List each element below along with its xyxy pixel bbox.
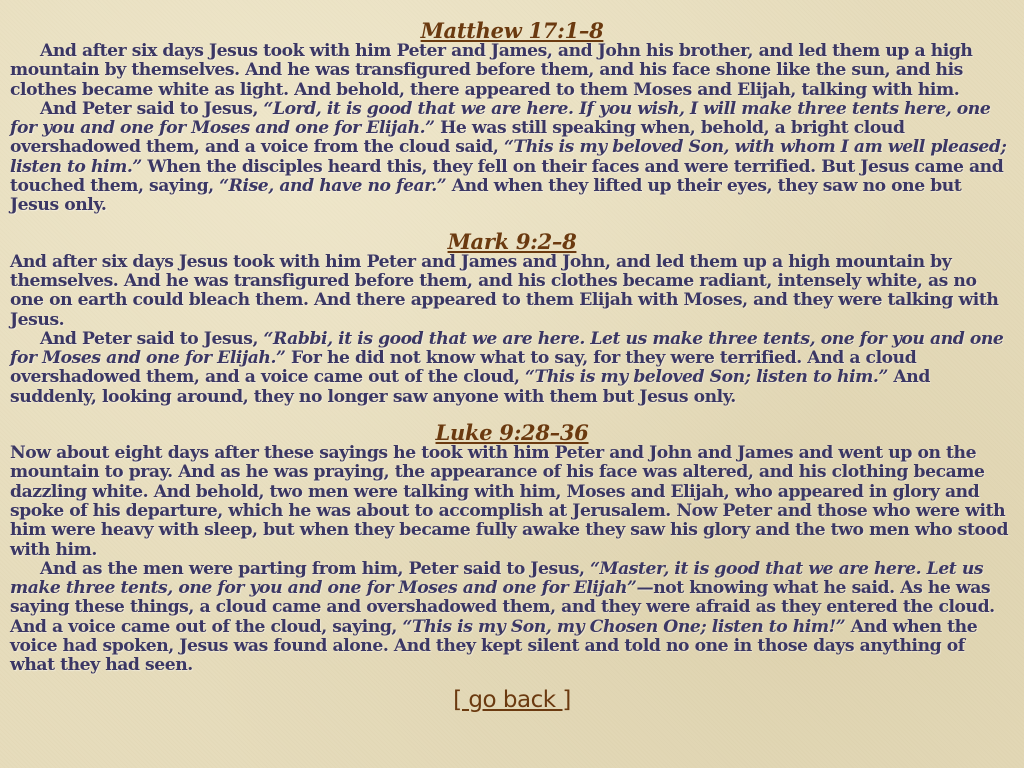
back-container [10, 687, 1014, 713]
luke-paragraph-2 [10, 560, 1014, 676]
quote-run: “Rise, and have no fear.” [219, 176, 447, 197]
text-run: For he did not know what to say, for they were terrified. And a cloud overshadowed them, and a voice came out of the cloud, [10, 348, 917, 388]
text-run: He was still speaking when, behold, a bright cloud overshadowed them, and a voice from the cloud said, [10, 118, 905, 158]
text-run: And Peter said to Jesus, [40, 328, 264, 349]
quote-run: “This is my beloved Son; listen to him.” [525, 367, 888, 388]
quote-run: “Rabbi, it is good that we are here. Let us make three tents, one for you and one for Moses and one for Elijah.” [10, 328, 1004, 369]
text-run: And Peter said to Jesus, [40, 98, 264, 119]
quote-run: “This is my Son, my Chosen One; listen to him!” [402, 616, 846, 637]
go-back-link[interactable]: [ go back ] [453, 686, 571, 713]
quote-run: “Lord, it is good that we are here. If you wish, I will make three tents here, one for you and one for Moses and one for Elijah.” [10, 98, 991, 139]
matthew-paragraph-2 [10, 100, 1014, 216]
text-run: And when they lifted up their eyes, they saw no one but Jesus only. [10, 176, 962, 216]
text-run: —not knowing what he said. As he was saying these things, a cloud came and overshadowed them, and they were afraid as they entered the cloud. And a voice came out of the cloud, saying, [10, 578, 995, 637]
text-run: And as the men were parting from him, Peter said to Jesus, [40, 558, 591, 579]
text-run: And suddenly, looking around, they no longer saw anyone with them but Jesus only. [10, 367, 930, 407]
text-run: And when the voice had spoken, Jesus was found alone. And they kept silent and told no one in those days anything of what they had seen. [10, 616, 978, 676]
section-title-matthew: Matthew 17:1–8 [420, 18, 604, 43]
section-title-mark: Mark 9:2–8 [447, 228, 577, 254]
mark-paragraph-1: And after six days Jesus took with him Peter and James and John, and led them up a high mountain by themselves. And he was transfigured before them, and his clothes became radiant, intensely white, as no one on earth could bleach them. And there appeared to them Elijah with Moses, and they were talking with Jesus. [10, 251, 999, 330]
matthew-paragraph-1: And after six days Jesus took with him Peter and James, and John his brother, and led them up a high mountain by themselves. And he was transfigured before them, and his face shone like the sun, and his clothes became white as light. And behold, there appeared to them Moses and Elijah, talking with him. [10, 41, 973, 100]
section-title-luke: Luke 9:28–36 [435, 420, 589, 446]
quote-run: “Master, it is good that we are here. Let us make three tents, one for you and one for Moses and one for Elijah” [10, 558, 984, 599]
text-run: When the disciples heard this, they fell on their faces and were terrified. But Jesus came and touched them, saying, [10, 156, 1004, 197]
luke-paragraph-1: Now about eight days after these sayings he took with him Peter and John and James and went up on the mountain to pray. And as he was praying, the appearance of his face was altered, and his clothing became dazzling white. And behold, two men were talking with him, Moses and Elijah, who appeared in glory and spoke of his departure, which he was about to accomplish at Jerusalem. Now Peter and those who were with him were heavy with sleep, but when they became fully awake they saw his glory and the two men who stood with him. [10, 443, 1009, 560]
quote-run: “This is my beloved Son, with whom I am well pleased; listen to him.” [10, 137, 1007, 177]
mark-paragraph-2 [10, 330, 1014, 407]
